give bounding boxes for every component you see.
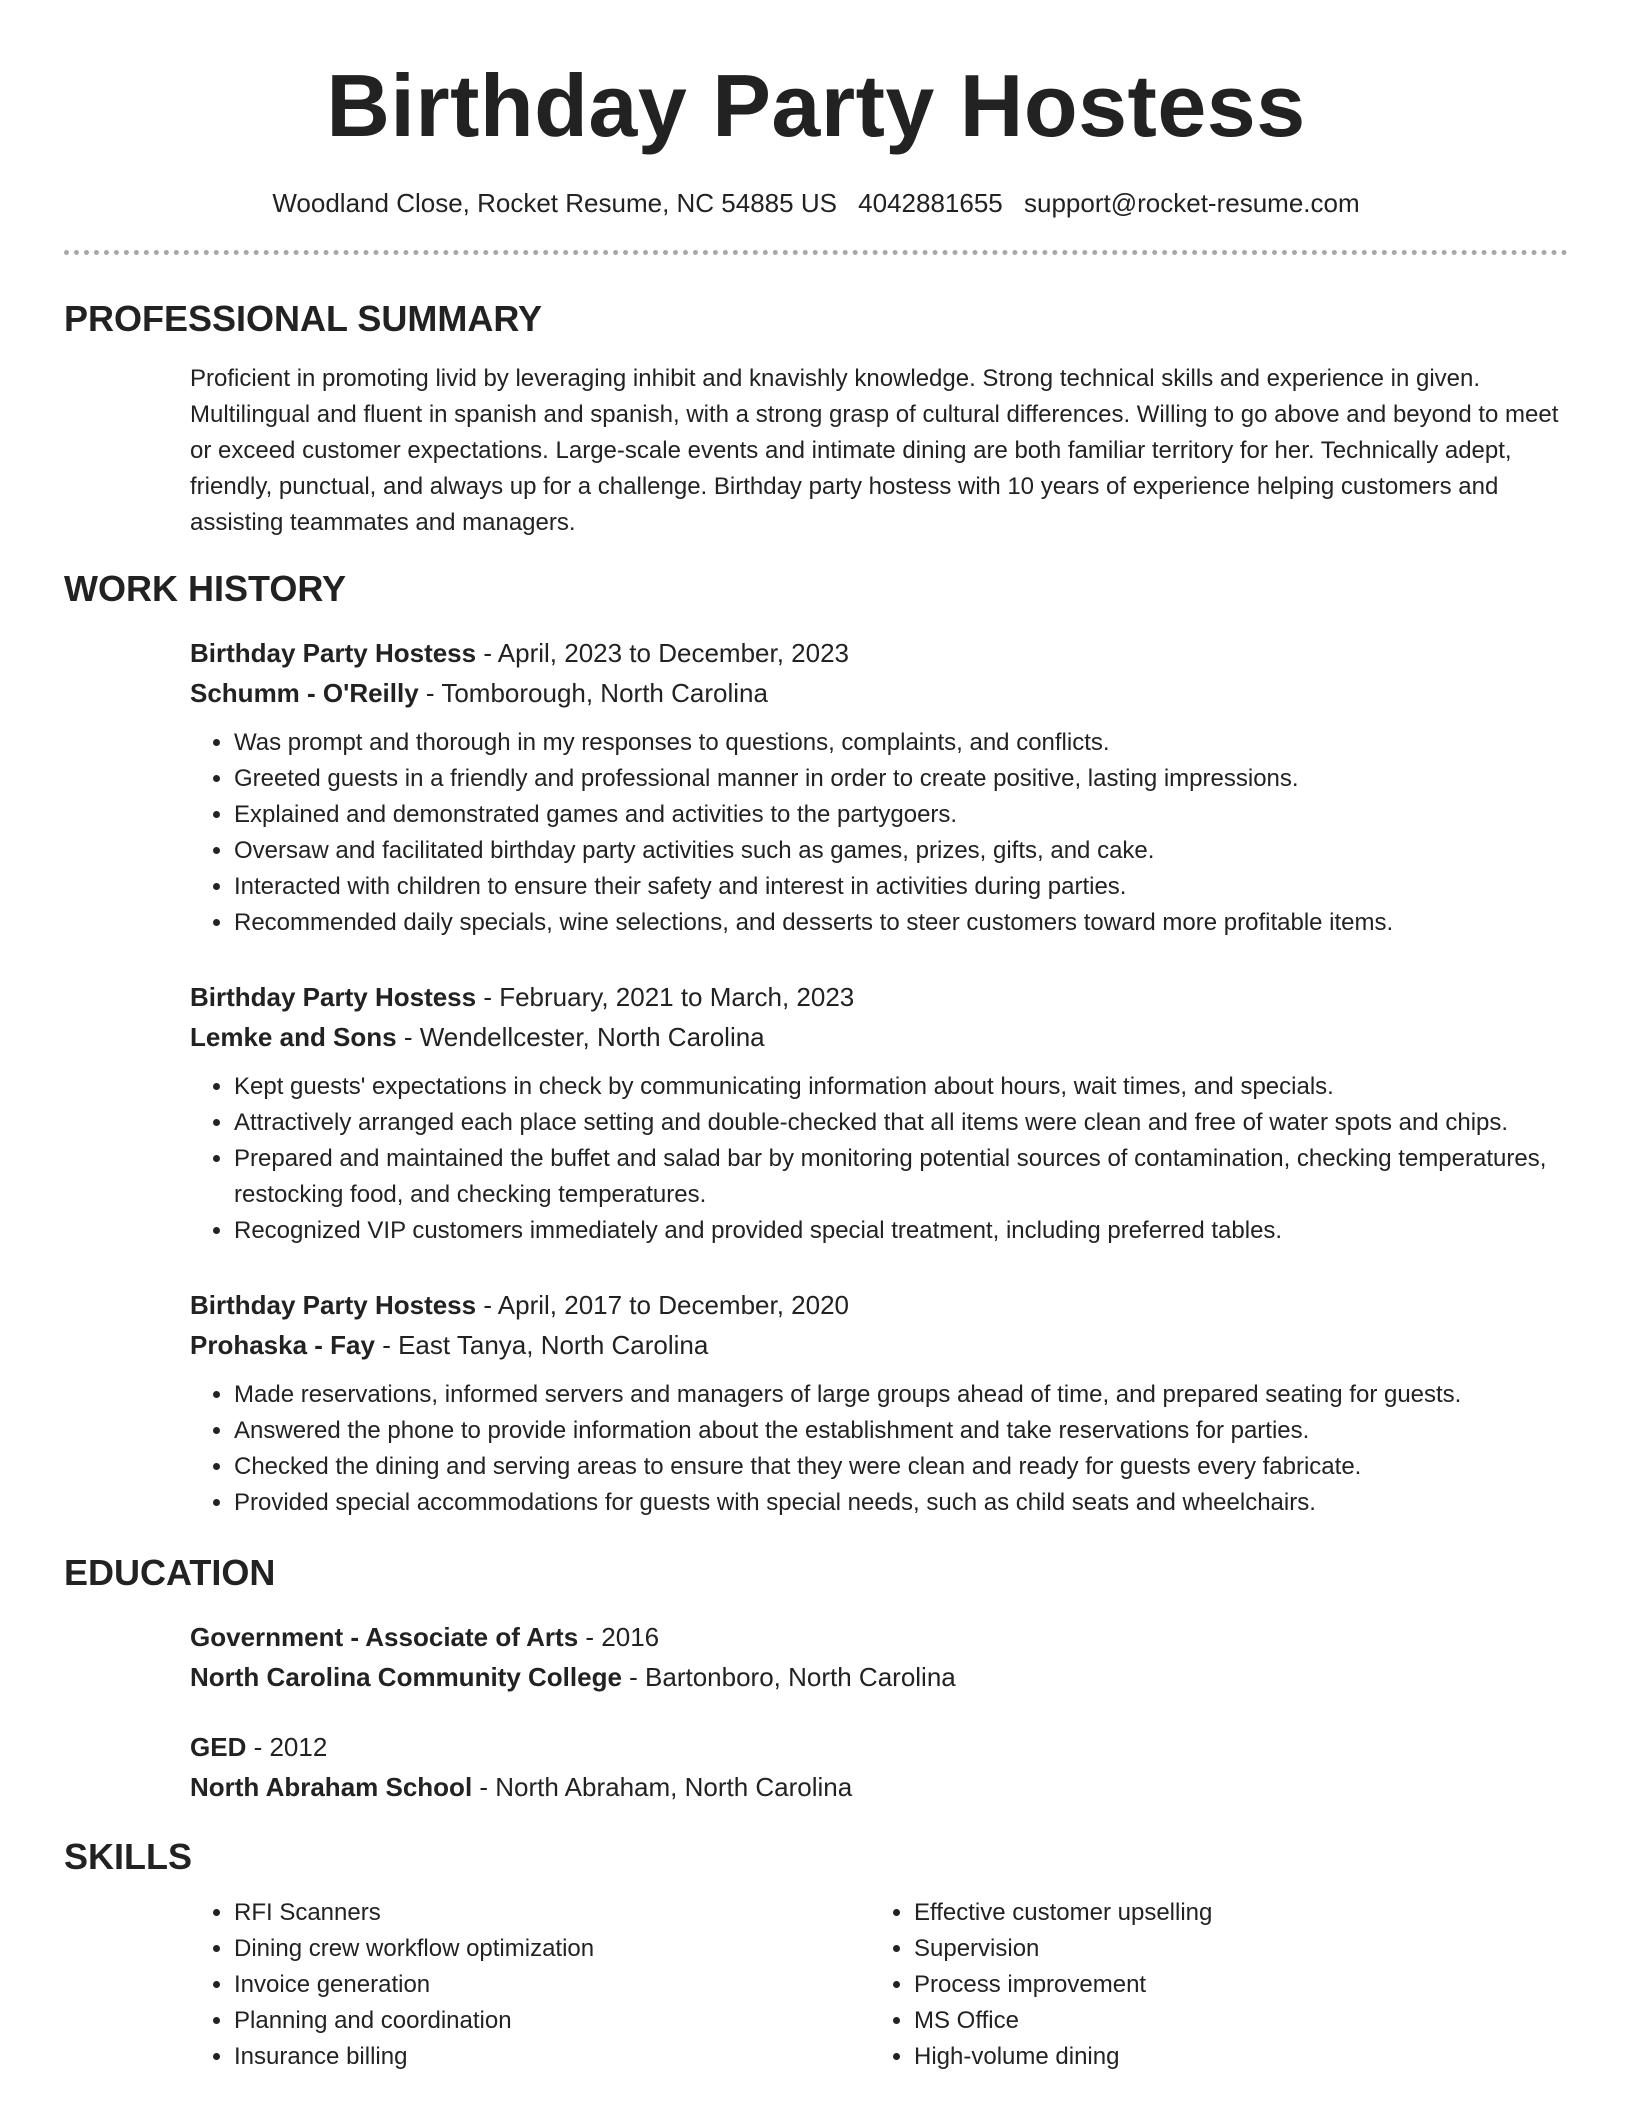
job-location: - Tomborough, North Carolina [418, 678, 768, 708]
work-history-section [64, 633, 1568, 1521]
skills-list-right [870, 1895, 1550, 2075]
section-title-work-history: WORK HISTORY [64, 568, 347, 609]
skill-item: • Planning and coordination [234, 2003, 870, 2039]
education-location: - North Abraham, North Carolina [472, 1772, 853, 1802]
job-duty: • Prepared and maintained the buffet and salad bar by monitoring potential sources of contamination, checking temperatures, restocking food, and checking temperatures. [234, 1141, 1568, 1213]
job-entry [190, 633, 1568, 941]
job-entry [190, 977, 1568, 1249]
education-location: - Bartonboro, North Carolina [621, 1662, 956, 1692]
education-degree-line [190, 1617, 1568, 1657]
job-company: Schumm - O'Reilly [190, 678, 419, 708]
skills-column-right [870, 1895, 1550, 2075]
section-title-summary: PROFESSIONAL SUMMARY [64, 298, 543, 339]
education-year: - 2012 [246, 1732, 328, 1762]
education-degree: GED [190, 1732, 247, 1762]
job-duty: • Checked the dining and serving areas to ensure that they were clean and ready for guests every fabricate. [234, 1449, 1568, 1485]
job-duty: • Kept guests' expectations in check by communicating information about hours, wait times, and specials. [234, 1069, 1568, 1105]
job-dates: - April, 2017 to December, 2020 [476, 1290, 849, 1320]
section-title-education: EDUCATION [64, 1552, 276, 1593]
skill-item: • Dining crew workflow optimization [234, 1931, 870, 1967]
job-title-line [190, 633, 1568, 673]
job-role: Birthday Party Hostess [190, 982, 477, 1012]
job-duty: • Was prompt and thorough in my responses to questions, complaints, and conflicts. [234, 725, 1568, 761]
education-school: North Abraham School [190, 1772, 473, 1802]
job-duties [190, 725, 1568, 941]
job-duties [190, 1377, 1568, 1521]
contact-address: Woodland Close, Rocket Resume, NC 54885 US [272, 188, 837, 218]
job-duty: • Made reservations, informed servers and managers of large groups ahead of time, and prepared seating for guests. [234, 1377, 1568, 1413]
summary-text: Proficient in promoting livid by leveraging inhibit and knavishly knowledge. Strong technical skills and experience in given. Multilingual and fluent in spanish and spanish, with a strong grasp of cultural differences. Willing to go above and beyond to meet or exceed customer expectations. Large-scale events and intimate dining are both familiar territory for her. Technically adept, friendly, punctual, and always up for a challenge. Birthday party hostess with 10 years of experience helping customers and assisting teammates and managers. [190, 365, 1559, 536]
job-title-line [190, 1285, 1568, 1325]
contact-email: support@rocket-resume.com [1024, 188, 1360, 218]
section-title-skills: SKILLS [64, 1836, 193, 1877]
education-degree: Government - Associate of Arts [190, 1622, 579, 1652]
job-duty: • Oversaw and facilitated birthday party activities such as games, prizes, gifts, and cake. [234, 833, 1568, 869]
skill-item: • Process improvement [914, 1967, 1550, 2003]
skill-item: • MS Office [914, 2003, 1550, 2039]
education-school-line [190, 1657, 1568, 1697]
skill-item: • Invoice generation [234, 1967, 870, 2003]
job-duty: • Answered the phone to provide information about the establishment and take reservations for parties. [234, 1413, 1568, 1449]
job-duty: • Recommended daily specials, wine selections, and desserts to steer customers toward more profitable items. [234, 905, 1568, 941]
job-title-line [190, 977, 1568, 1017]
job-company: Prohaska - Fay [190, 1330, 375, 1360]
job-duty: • Interacted with children to ensure their safety and interest in activities during parties. [234, 869, 1568, 905]
skill-item: • RFI Scanners [234, 1895, 870, 1931]
resume-name: Birthday Party Hostess [326, 56, 1306, 155]
skill-item: • Supervision [914, 1931, 1550, 1967]
job-duty: • Provided special accommodations for guests with special needs, such as child seats and wheelchairs. [234, 1485, 1568, 1521]
skill-item: • Insurance billing [234, 2039, 870, 2075]
job-location: - East Tanya, North Carolina [374, 1330, 709, 1360]
job-dates: - April, 2023 to December, 2023 [476, 638, 849, 668]
skills-column-left [190, 1895, 870, 2075]
education-section [64, 1617, 1568, 1807]
education-entry [190, 1617, 1568, 1697]
job-duty: • Recognized VIP customers immediately and provided special treatment, including preferred tables. [234, 1213, 1568, 1249]
job-company: Lemke and Sons [190, 1022, 397, 1052]
education-year: - 2016 [578, 1622, 660, 1652]
job-role: Birthday Party Hostess [190, 638, 477, 668]
job-role: Birthday Party Hostess [190, 1290, 477, 1320]
job-company-line [190, 1017, 1568, 1057]
skills-list-left [190, 1895, 870, 2075]
job-company-line [190, 673, 1568, 713]
job-duties [190, 1069, 1568, 1249]
skills-grid [190, 1895, 1568, 2075]
job-duty: • Attractively arranged each place setting and double-checked that all items were clean and free of water spots and chips. [234, 1105, 1568, 1141]
education-school: North Carolina Community College [190, 1662, 622, 1692]
summary-section [64, 361, 1568, 541]
contact-phone: 4042881655 [858, 188, 1003, 218]
job-duty: • Explained and demonstrated games and activities to the partygoers. [234, 797, 1568, 833]
skill-item: • Effective customer upselling [914, 1895, 1550, 1931]
job-company-line [190, 1325, 1568, 1365]
skills-section [64, 1895, 1568, 2075]
job-entry [190, 1285, 1568, 1521]
job-duty: • Greeted guests in a friendly and professional manner in order to create positive, lasting impressions. [234, 761, 1568, 797]
education-entry [190, 1727, 1568, 1807]
job-dates: - February, 2021 to March, 2023 [476, 982, 855, 1012]
job-location: - Wendellcester, North Carolina [396, 1022, 765, 1052]
education-degree-line [190, 1727, 1568, 1767]
skill-item: • High-volume dining [914, 2039, 1550, 2075]
header-divider [64, 250, 1568, 255]
contact-line [64, 186, 1568, 220]
education-school-line [190, 1767, 1568, 1807]
